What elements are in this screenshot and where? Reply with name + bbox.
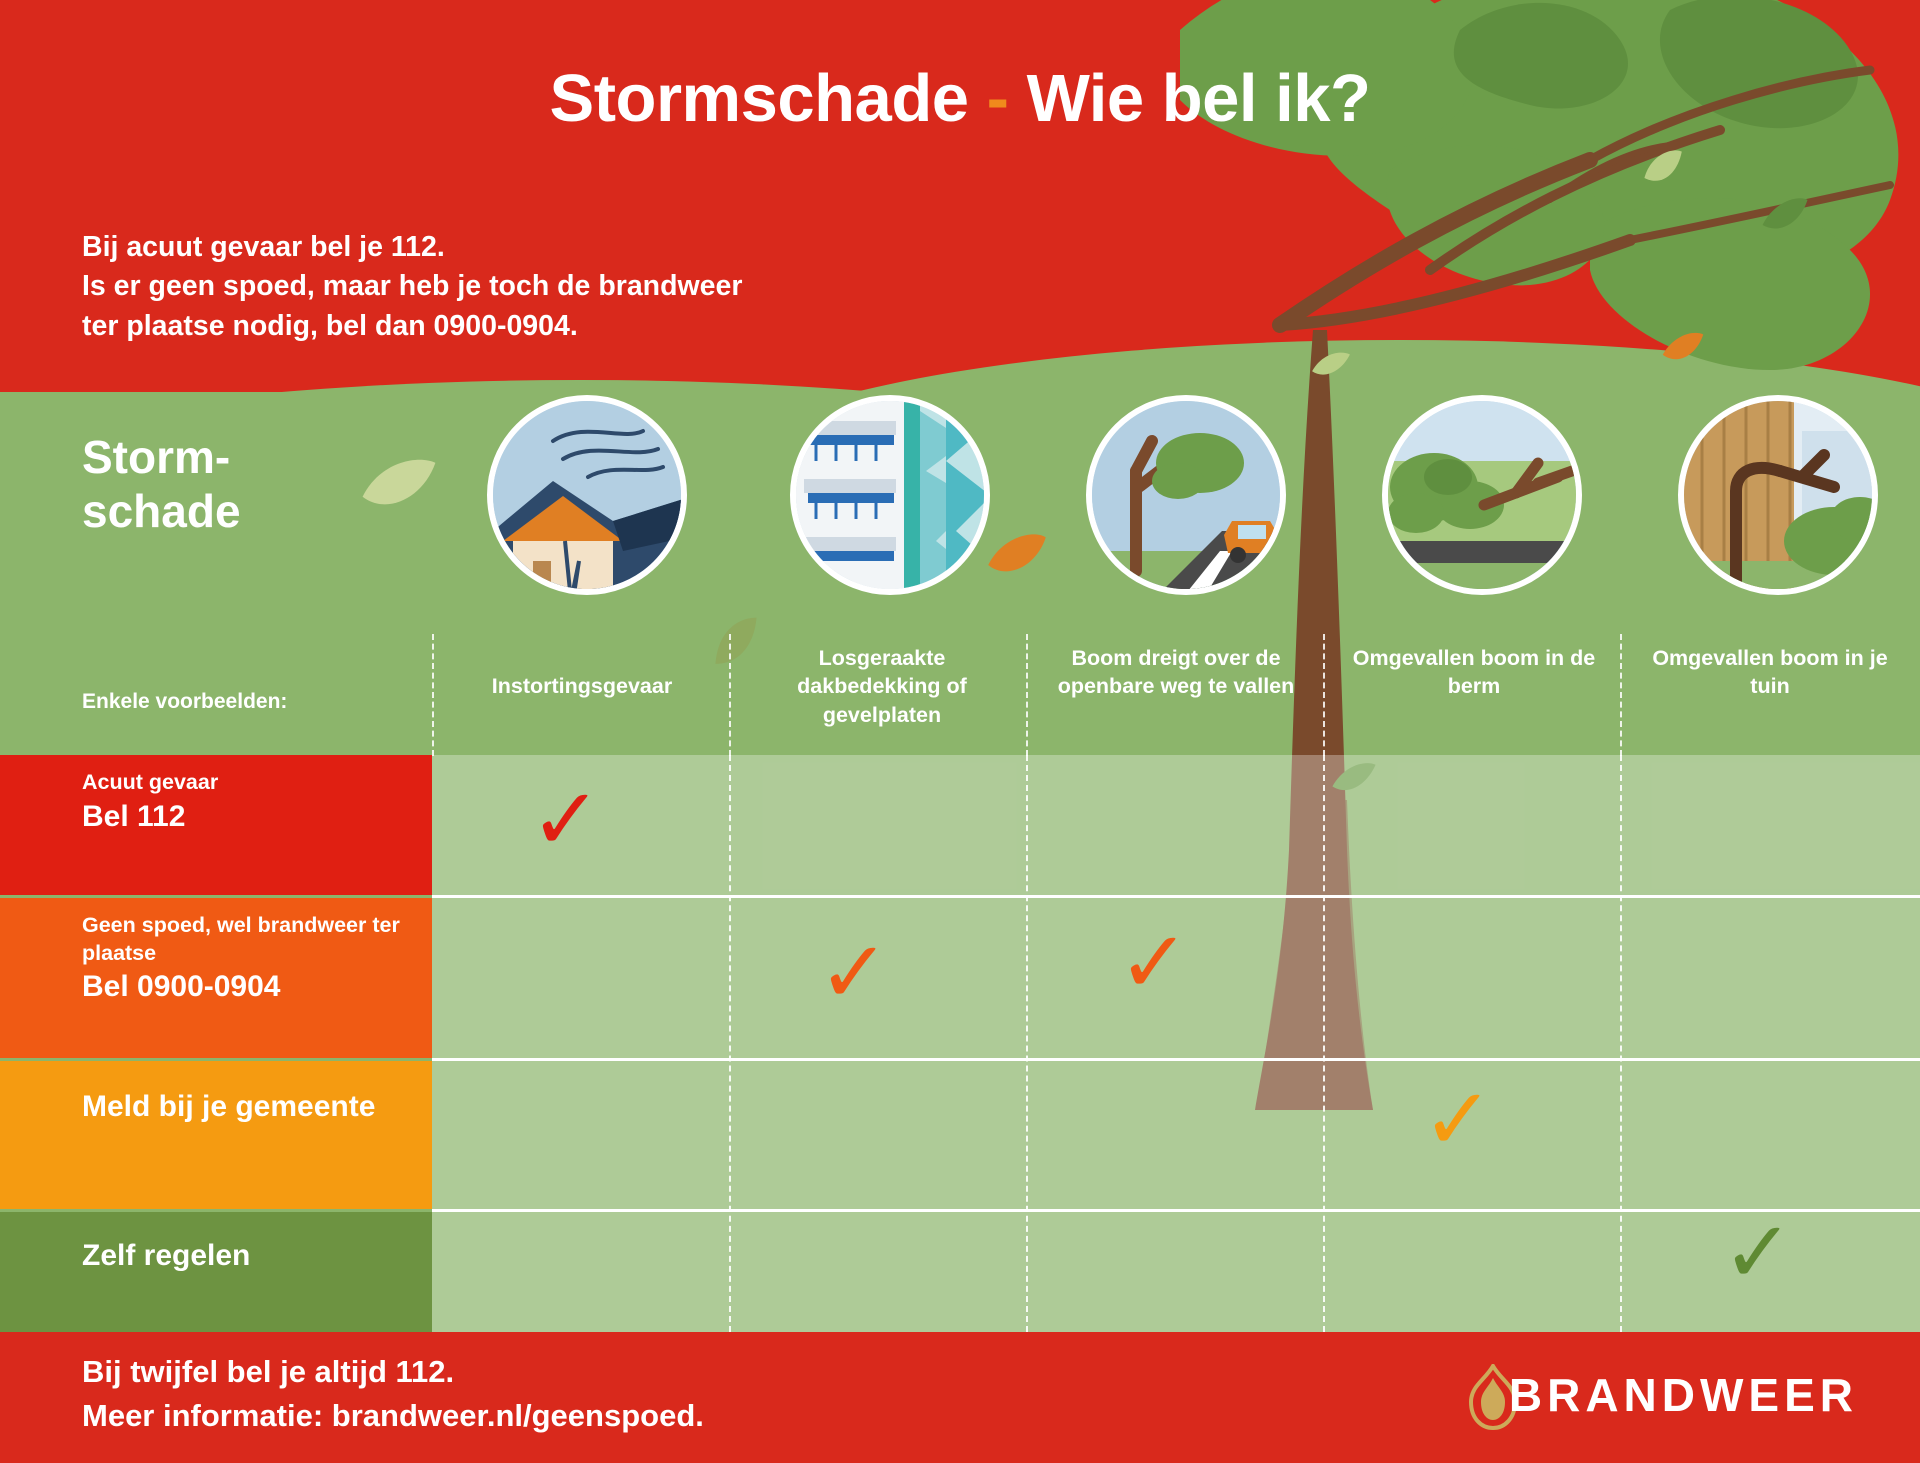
- checkmark-row3-col4: ✓: [1422, 1070, 1495, 1170]
- row-cells-1: [432, 755, 1920, 895]
- examples-label: Enkele voorbeelden:: [82, 690, 288, 713]
- column-header-1: Losgeraakte dakbedekking of gevelplaten: [797, 646, 967, 727]
- checkmark-row1-col1: ✓: [530, 770, 603, 870]
- leaf-icon: [1640, 145, 1684, 189]
- row-2-big: Bel 0900-0904: [82, 970, 281, 1004]
- leaf-icon: [1760, 195, 1810, 235]
- icon-facade-panels: [790, 395, 990, 595]
- row-1-big: Bel 112: [82, 799, 186, 833]
- example-icons-row: [0, 395, 1920, 615]
- row-label-gemeente: [0, 1061, 432, 1209]
- column-header-0: Instortingsgevaar: [491, 674, 673, 698]
- column-header-4: Omgevallen boom in je tuin: [1652, 646, 1888, 699]
- column-header-3: Omgevallen boom in de berm: [1352, 646, 1596, 699]
- footer-text: [82, 1350, 704, 1438]
- checkmark-row2-col2: ✓: [818, 923, 891, 1023]
- icon-tree-over-road: [1086, 395, 1286, 595]
- footer-line-2: Meer informatie: brandweer.nl/geenspoed.: [82, 1398, 704, 1434]
- intro-line-2: Is er geen spoed, maar heb je toch de brandweer: [82, 270, 743, 303]
- icon-tree-on-verge: [1382, 395, 1582, 595]
- page-title: [0, 60, 1920, 137]
- footer-line-1: Bij twijfel bel je altijd 112.: [82, 1354, 455, 1389]
- title-dash: -: [986, 61, 1009, 136]
- row-label-zelf: [0, 1212, 432, 1332]
- row-2-small: Geen spoed, wel brandweer ter plaatse: [82, 913, 400, 965]
- title-sub: Wie bel ik?: [1026, 61, 1371, 136]
- footer: [0, 1332, 1920, 1463]
- row-4-big: Zelf regelen: [82, 1239, 251, 1272]
- leaf-icon: [1660, 330, 1706, 366]
- icon-tree-in-garden: [1678, 395, 1878, 595]
- side-label-line-1: Storm-: [82, 431, 231, 483]
- column-headers: [0, 630, 1920, 750]
- row-3-big: Meld bij je gemeente: [82, 1090, 376, 1123]
- row-label-bel-112: [0, 755, 432, 895]
- row-cells-4: [432, 1203, 1920, 1332]
- intro-line-1: Bij acuut gevaar bel je 112.: [82, 231, 445, 263]
- column-header-2: Boom dreigt over de openbare weg te vallen: [1057, 646, 1295, 699]
- side-label-line-2: schade: [82, 485, 241, 538]
- checkmark-row2-col3: ✓: [1118, 913, 1191, 1013]
- title-main: Stormschade: [549, 61, 969, 136]
- intro-line-3: ter plaatse nodig, bel dan 0900-0904.: [82, 309, 578, 342]
- icon-collapsed-house: [487, 395, 687, 595]
- row-cells-3: [432, 1061, 1920, 1209]
- intro-text: [82, 228, 742, 346]
- leaf-icon: [1310, 350, 1352, 380]
- checkmark-row4-col5: ✓: [1722, 1203, 1795, 1303]
- row-label-0900: [0, 898, 432, 1058]
- decision-table: [0, 755, 1920, 1335]
- brand-name: BRANDWEER: [1508, 1369, 1858, 1421]
- row-1-small: Acuut gevaar: [82, 770, 219, 794]
